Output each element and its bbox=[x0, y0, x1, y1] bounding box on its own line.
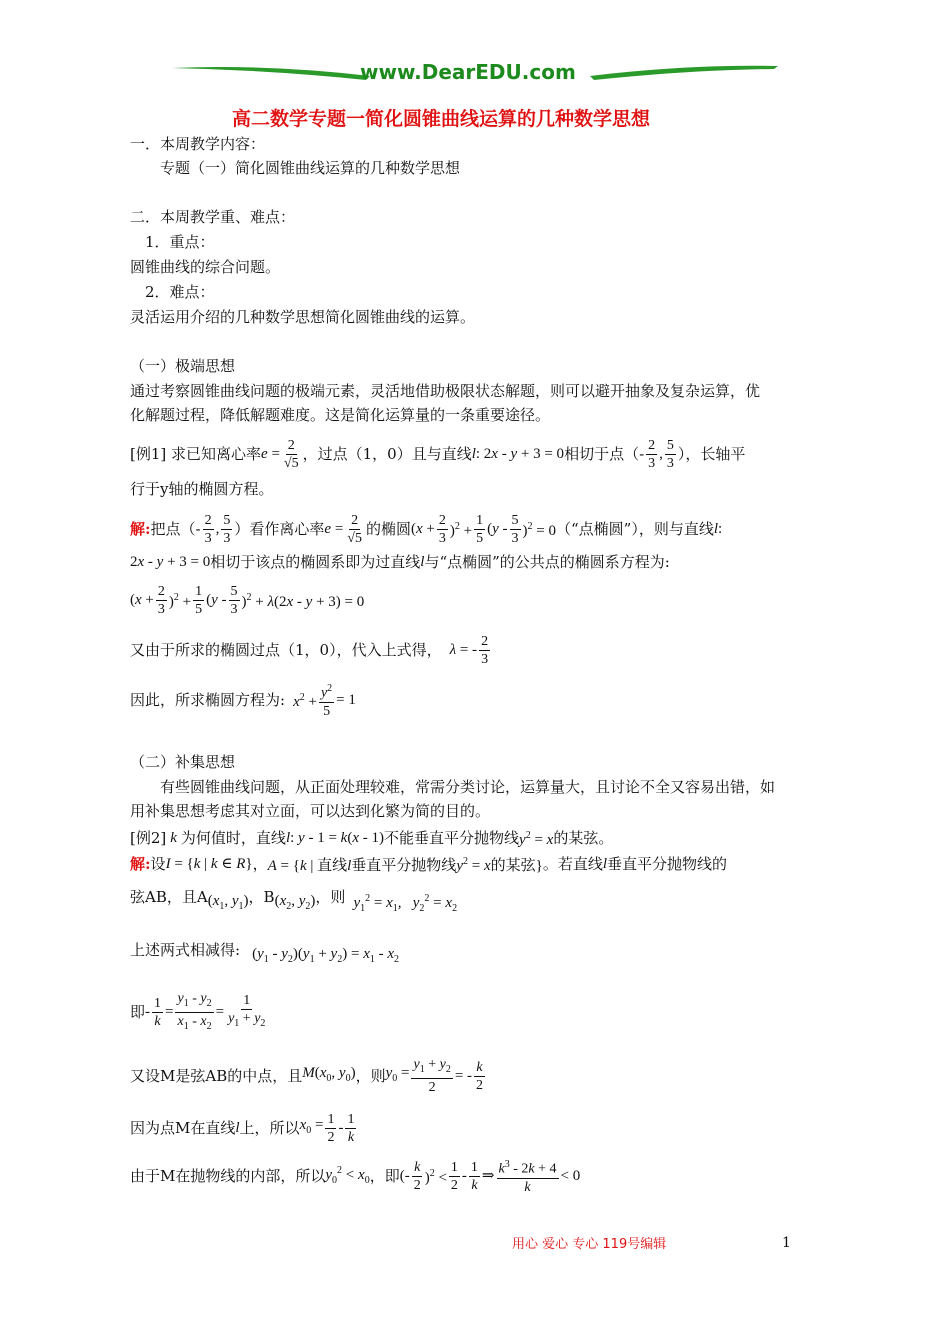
solution-1-line-2: 2x - y + 3 = 0 相切于该点的椭圆系即为过直线 l 与“点椭圆”的公共点的椭圆系方程为: bbox=[130, 553, 670, 571]
part-1-heading: （一）极端思想 bbox=[130, 357, 236, 375]
footer-slogan: 用心 爱心 专心 119号编辑 bbox=[512, 1237, 667, 1252]
part-1-intro-line-1: 通过考察圆锥曲线问题的极端元素，灵活地借助极限状态解题，则可以避开抽象及复杂运算，优 bbox=[130, 382, 761, 400]
example-2-line: [例2] k 为何值时，直线 l: y - 1 = k(x - 1) 不能垂直平分抛物线 $y^2 = x$ 的某弦。 bbox=[130, 829, 614, 848]
lambda-line: 又由于所求的椭圆过点（1，0），代入上式得， λ = - $\frac{2}{3}$ bbox=[130, 633, 489, 667]
section-1-heading: 一．本周教学内容： bbox=[130, 135, 266, 153]
header-logo bbox=[170, 56, 780, 90]
key-point-text: 圆锥曲线的综合问题。 bbox=[130, 258, 281, 276]
solution-2-line-2: 弦AB，且A ($x_1$, $y_1$) ，B ($x_2$, $y_2$) ，则 $y_1^2 = x_1$, $y_2^2 = x_2$ bbox=[130, 888, 458, 914]
page-number: 1 bbox=[782, 1235, 791, 1251]
midpoint-line: 又设M是弦AB的中点，且 $M(x_0$, $y_0$) ，则 $y_0$ = $\frac{y_1 + y_2}{2}$ = - $\frac{k}{2}$ bbox=[130, 1057, 484, 1095]
part-2-heading: （二）补集思想 bbox=[130, 753, 236, 771]
section-1-content: 专题（一）简化圆锥曲线运算的几种数学思想 bbox=[160, 159, 461, 177]
difficulty-label: 2．难点： bbox=[145, 283, 215, 301]
answer-1-line: 因此，所求椭圆方程为: $x^2$ + $\frac{y^2}{5}$ = 1 bbox=[130, 678, 356, 722]
inside-parabola: 由于M在抛物线的内部，所以 $y_0^2 < x_0$ ，即 (- $\frac{k}{2}$ )$^2$ < $\frac{1}{2}$ - $\frac{1}{k}$ ⇒ $\frac{k^3 - 2k + 4}{k}$ < 0 bbox=[130, 1152, 580, 1200]
part-2-intro-line-2: 用补集思想考虑其对立面，可以达到化繁为简的目的。 bbox=[130, 802, 491, 820]
section-2-heading: 二．本周教学重、难点： bbox=[130, 208, 296, 226]
ji-equation: 即 - $\frac{1}{k}$ = $\frac{y_1 - y_2}{x_1 - x_2}$ = $\frac{1}{y_1 + y_2}$ bbox=[130, 990, 266, 1032]
point-on-line: 因为点M在直线 l 上，所以 $x_0$ = $\frac{1}{2}$ - $\frac{1}{k}$ bbox=[130, 1111, 355, 1145]
key-point-label: 1．重点： bbox=[145, 233, 215, 251]
example-1-line-1: [例1] 求已知离心率 e = $\frac{2}{√5}$ ，过点（1，0）且与直线 l: 2x - y + 3 = 0 相切于点（- $\frac{2}{3}$ , $\frac{5}{3}$ ），长轴平 bbox=[130, 437, 746, 471]
solution-1-line-1: 解: 把点（- $\frac{2}{3}$ , $\frac{5}{3}$ ）看作离心率 e = $\frac{2}{√5}$ 的椭圆 (x + $\frac{2}{3}$ )$^2$ + $\frac{1}{5}$ (y - $\frac{5}{3}$ )$^2$ = 0 （“点椭圆”），则与直线 l : bbox=[130, 512, 723, 546]
page-title: 高二数学专题一简化圆锥曲线运算的几种数学思想 bbox=[232, 108, 651, 130]
part-2-intro-line-1: 有些圆锥曲线问题，从正面处理较难，常需分类讨论，运算量大，且讨论不全又容易出错，如 bbox=[160, 778, 776, 796]
difficulty-text: 灵活运用介绍的几种数学思想简化圆锥曲线的运算。 bbox=[130, 308, 476, 326]
ellipse-family-equation: (x + $\frac{2}{3}$ )$^2$ + $\frac{1}{5}$ (y - $\frac{5}{3}$ )$^2$ + λ(2x - y + 3) = 0 bbox=[130, 583, 365, 617]
part-1-intro-line-2: 化解题过程，降低解题难度。这是简化运算量的一条重要途径。 bbox=[130, 406, 551, 424]
logo-text: www.DearEDU.com bbox=[360, 60, 576, 84]
subtract-line: 上述两式相减得: $(y_1 - y_2)(y_1 + y_2) = x_1 - x_2$ bbox=[130, 941, 400, 965]
solution-2-line-1: 解: 设 I = {k | k ∈ R} ， A = {k | 直线l垂直平分抛物线$y^2 = x$的某弦} 。若直线 l 垂直平分抛物线的 bbox=[130, 855, 728, 874]
example-1-line-2: 行于y轴的椭圆方程。 bbox=[130, 480, 274, 498]
